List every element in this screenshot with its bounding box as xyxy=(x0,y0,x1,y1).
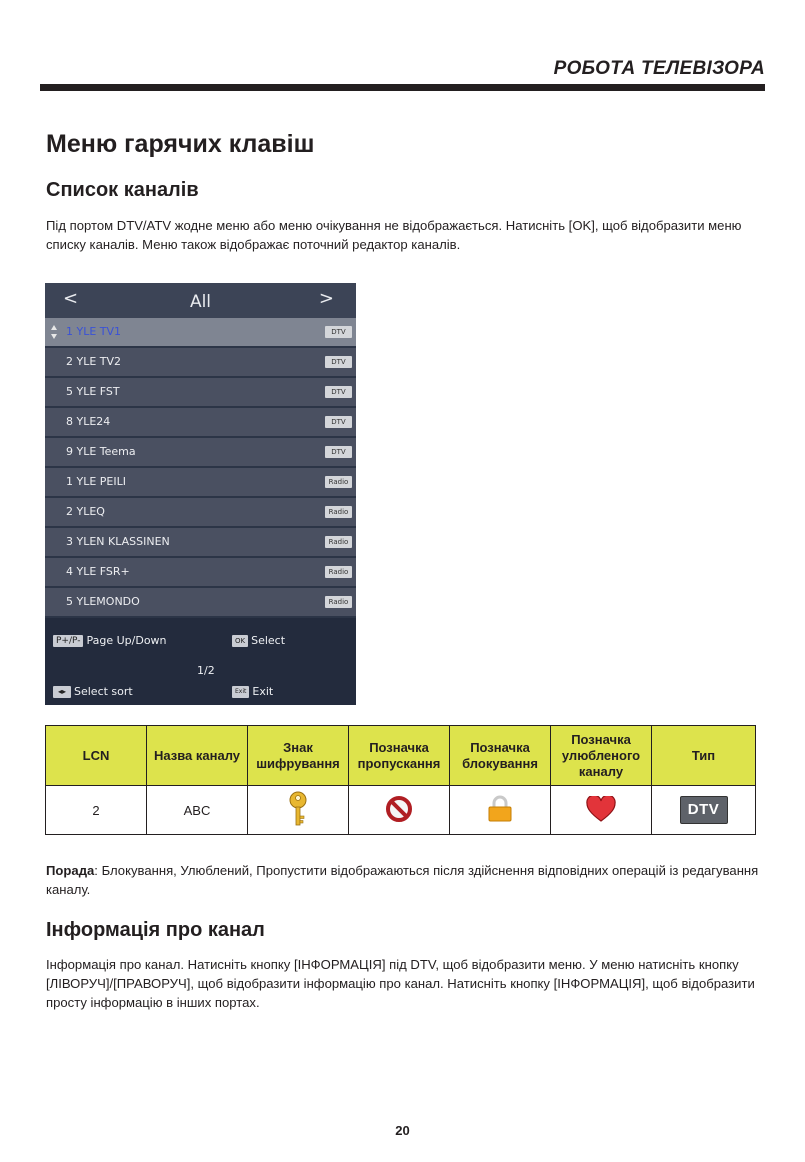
channel-row xyxy=(45,408,356,436)
tip-label: Порада xyxy=(46,863,95,878)
channel-name: 1 YLE PEILI xyxy=(66,475,126,488)
column-header: Тип xyxy=(652,726,756,786)
sort-hint xyxy=(53,685,133,698)
channel-row xyxy=(45,318,356,346)
channel-row xyxy=(45,378,356,406)
name-cell: ABC xyxy=(147,786,248,835)
column-header: Позначка пропускання xyxy=(349,726,450,786)
key-icon xyxy=(288,791,308,827)
header-rule xyxy=(40,84,765,91)
channel-list-heading: Список каналів xyxy=(46,179,199,201)
tip-text: : Блокування, Улюблений, Пропустити відображаються після здійснення відповідних операцій із редагування каналу. xyxy=(46,863,759,897)
column-header: Позначка блокування xyxy=(450,726,551,786)
column-header: Позначка улюбленого каналу xyxy=(551,726,652,786)
page-number: 20 xyxy=(395,1123,410,1138)
heart-icon xyxy=(586,796,616,822)
icon-legend-table xyxy=(45,725,756,835)
table-header-row xyxy=(46,726,756,786)
column-header: Назва каналу xyxy=(147,726,248,786)
page-key: P+/P- xyxy=(53,635,83,647)
channel-type-badge: DTV xyxy=(325,326,352,338)
lock-icon xyxy=(487,795,513,823)
channel-type-badge: Radio xyxy=(325,536,352,548)
channel-row xyxy=(45,558,356,586)
category-label: All xyxy=(189,292,212,312)
exit-key: Exit xyxy=(232,686,249,698)
channel-info-heading: Інформація про канал xyxy=(46,919,265,941)
channel-name: 2 YLEQ xyxy=(66,505,105,518)
channel-name: 5 YLE FST xyxy=(66,385,120,398)
page-hint xyxy=(53,634,167,647)
channel-name: 4 YLE FSR+ xyxy=(66,565,130,578)
column-header: LCN xyxy=(46,726,147,786)
tip-paragraph xyxy=(46,861,761,899)
channel-type-badge: Radio xyxy=(325,506,352,518)
sort-hint-label: Select sort xyxy=(74,685,133,698)
lcn-cell: 2 xyxy=(46,786,147,835)
favorite-cell xyxy=(551,786,652,835)
channel-name: 1 YLE TV1 xyxy=(66,325,122,338)
section-title: РОБОТА ТЕЛЕВІЗОРА xyxy=(553,58,765,79)
channel-row xyxy=(45,438,356,466)
channel-name: 9 YLE Teema xyxy=(66,445,136,458)
up-down-icon xyxy=(50,324,58,340)
channel-info-text: Інформація про канал. Натисніть кнопку [ІНФОРМАЦІЯ] під DTV, щоб відобразити меню. У меню натисніть кнопку [ЛІВОРУЧ]/[ПРАВОРУЧ], щоб відобразити інформацію про канал. Натисніть кнопку [ІНФОРМАЦІЯ], щоб відобразити просту інформацію в інших портах. xyxy=(46,957,755,1010)
exit-hint xyxy=(232,685,273,698)
column-header: Знак шифрування xyxy=(248,726,349,786)
nav-right-icon: > xyxy=(318,288,334,309)
channel-name: 5 YLEMONDO xyxy=(66,595,140,608)
page-hint-label: Page Up/Down xyxy=(86,634,167,647)
channel-name: 2 YLE TV2 xyxy=(66,355,122,368)
channel-list-screen xyxy=(45,283,356,705)
ok-hint xyxy=(232,634,285,647)
channel-type-badge: DTV xyxy=(325,416,352,428)
dtv-badge: DTV xyxy=(680,796,728,824)
channel-type-badge: DTV xyxy=(325,386,352,398)
no-entry-icon xyxy=(386,796,412,822)
exit-hint-label: Exit xyxy=(252,685,274,698)
channel-row xyxy=(45,528,356,556)
type-cell xyxy=(652,786,756,835)
channel-type-badge: Radio xyxy=(325,476,352,488)
skip-cell xyxy=(349,786,450,835)
lock-cell xyxy=(450,786,551,835)
channel-row xyxy=(45,468,356,496)
nav-left-icon: < xyxy=(63,288,79,309)
channel-type-badge: Radio xyxy=(325,596,352,608)
ok-key: OK xyxy=(232,635,248,647)
encryption-cell xyxy=(248,786,349,835)
screen-footer xyxy=(45,618,356,705)
channel-type-badge: DTV xyxy=(325,356,352,368)
channel-row xyxy=(45,498,356,526)
channel-row xyxy=(45,348,356,376)
channel-name: 3 YLEN KLASSINEN xyxy=(66,535,170,548)
channel-row xyxy=(45,588,356,616)
category-header xyxy=(45,283,356,319)
page-indicator: 1/2 xyxy=(197,664,215,677)
channel-type-badge: DTV xyxy=(325,446,352,458)
channel-name: 8 YLE24 xyxy=(66,415,111,428)
ok-hint-label: Select xyxy=(251,634,286,647)
channel-list-text: Під портом DTV/ATV жодне меню або меню очікування не відображається. Натисніть [OK], щоб відобразити меню списку каналів. Меню також відображає поточний редактор каналів. xyxy=(46,218,742,252)
channel-list xyxy=(45,318,356,618)
channel-type-badge: Radio xyxy=(325,566,352,578)
page-title: Меню гарячих клавіш xyxy=(46,130,315,158)
table-row xyxy=(46,786,756,835)
left-right-icon: ◂▸ xyxy=(53,686,71,698)
